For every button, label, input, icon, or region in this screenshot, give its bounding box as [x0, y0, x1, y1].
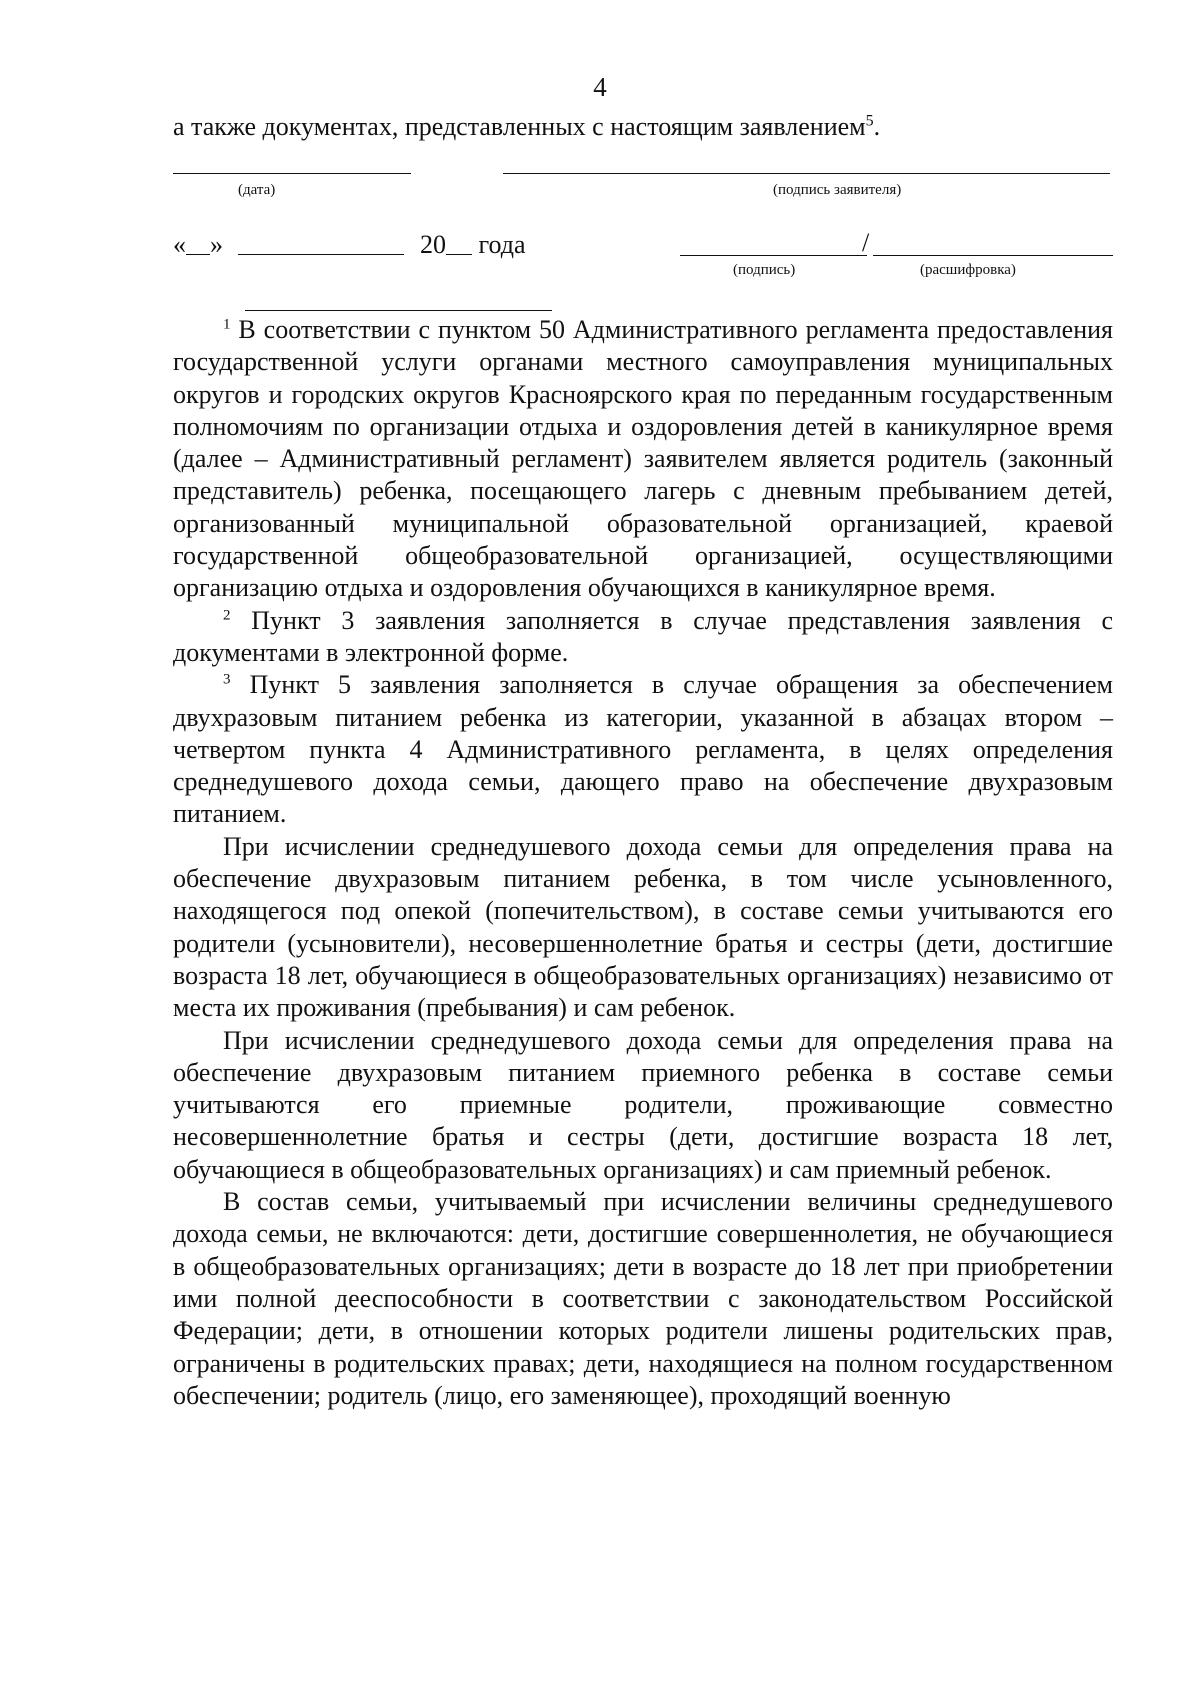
signature-caption: (подпись) [733, 262, 796, 278]
month-blank [238, 254, 404, 255]
date-line [173, 173, 411, 174]
date-caption: (дата) [238, 182, 276, 198]
footnote-2 [173, 605, 1113, 670]
signature-line [680, 255, 867, 256]
paragraph-3: В состав семьи, учитываемый при исчислении величины среднедушевого дохода семьи, не включаются: дети, достигшие совершеннолетия, не обучающиеся в общеобразовательных организациях; дети в возрасте до 18 лет при приобретении ими полной дееспособности в соответствии с законодательством Российской Федерации; дети, в отношении которых родители лишены родительских прав, ограничены в родительских правах; дети, находящиеся на полном государственном обеспечении; родитель (лицо, его заменяющее), проходящий военную [173, 1187, 1113, 1410]
applicant-signature-line [503, 173, 1110, 174]
intro-text: а также документах, представленных с настоящим заявлением [173, 112, 866, 141]
paragraph-2: При исчислении среднедушевого дохода семьи для определения права на обеспечение двухразовым питанием приемного ребенка в составе семьи учитываются его приемные родители, проживающие совместно несовершеннолетние братья и сестры (дети, достигшие возраста 18 лет, обучающиеся в общеобразовательных организациях) и сам приемный ребенок. [173, 1025, 1113, 1184]
page-number: 4 [593, 72, 607, 102]
year-suffix: года [478, 230, 526, 259]
intro-footnote-ref: 5 [865, 112, 874, 130]
decoding-line [873, 255, 1113, 256]
footnote-2-text: Пункт 3 заявления заполняется в случае представления заявления с документами в электронной форме. [173, 605, 1114, 667]
footnote-3-ref: 3 [223, 671, 231, 688]
footnote-3 [173, 669, 1113, 830]
footnote-1-text: В соответствии с пунктом 50 Административного регламента предоставления государственной услуги органами местного самоуправления муниципальных округов и городских округов Красноярского края по переданным государственным полномочиям по организации отдыха и оздоровления детей в каникулярное время (далее – Административный регламент) заявителем является родитель (законный представитель) ребенка, посещающего лагерь с дневным пребыванием детей, организованный муниципальной образовательной организацией, краевой государственной общеобразовательной организацией, осуществляющими организацию отдыха и оздоровления обучающихся в каникулярное время. [173, 315, 1113, 603]
date-row [173, 230, 526, 260]
footnote-1-ref: 1 [223, 316, 231, 333]
signature-slash: / [862, 228, 870, 257]
date-open-quote: « [173, 230, 186, 259]
applicant-signature-caption: (подпись заявителя) [773, 182, 902, 198]
intro-end: . [873, 112, 881, 141]
footnotes-block [173, 314, 1113, 1412]
decoding-caption: (расшифровка) [920, 262, 1016, 278]
footnote-separator [245, 310, 552, 311]
year-blank [446, 254, 472, 255]
intro-line [173, 112, 880, 142]
footnote-1 [173, 314, 1113, 605]
footnote-2-ref: 2 [223, 607, 231, 624]
year-prefix: 20 [420, 230, 446, 259]
footnote-3-text: Пункт 5 заявления заполняется в случае обращения за обеспечением двухразовым питанием ребенка из категории, указанной в абзацах втором – четвертом пункта 4 Административного регламента, в целях определения среднедушевого дохода семьи, дающего право на обеспечение двухразовым питанием. [173, 670, 1113, 829]
day-blank [186, 254, 210, 255]
paragraph-1: При исчислении среднедушевого дохода семьи для определения права на обеспечение двухразовым питанием ребенка, в том числе усыновленного, находящегося под опекой (попечительством), в составе семьи учитываются его родители (усыновители), несовершеннолетние братья и сестры (дети, достигшие возраста 18 лет, обучающиеся в общеобразовательных организациях) независимо от места их проживания (пребывания) и сам ребенок. [173, 831, 1113, 1023]
date-close-quote: » [210, 230, 223, 259]
